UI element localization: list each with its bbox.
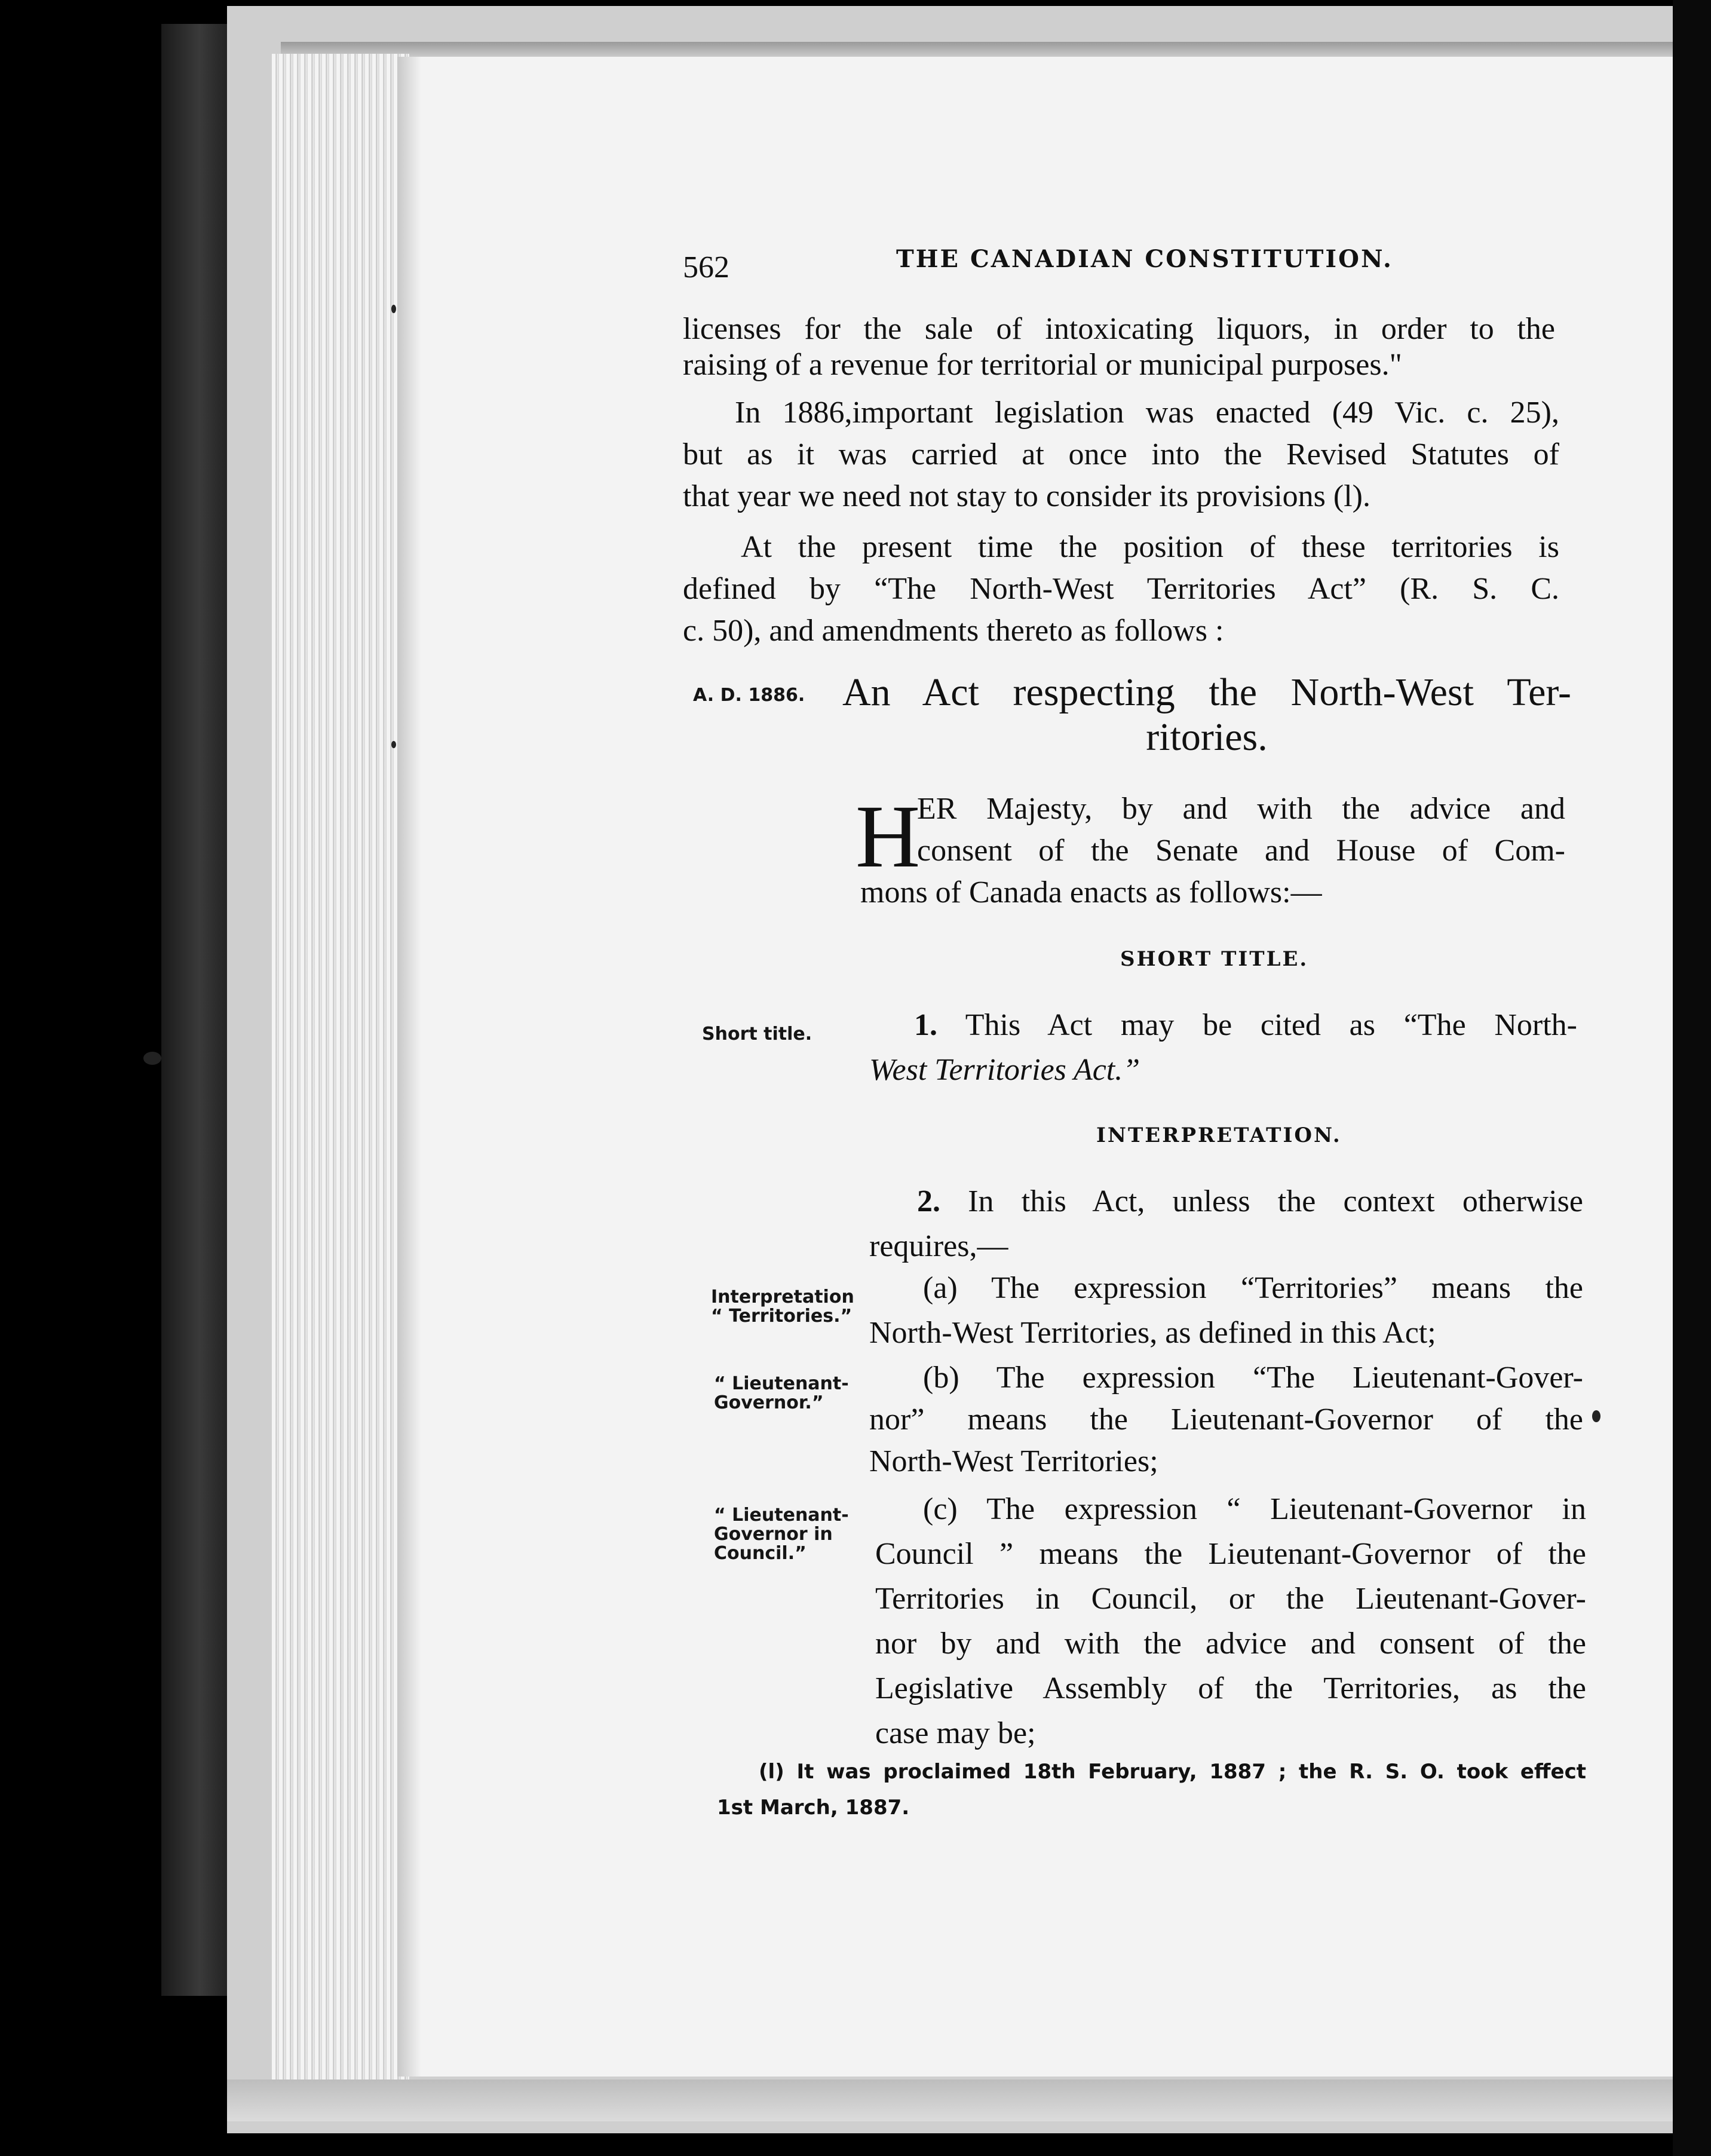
right-edge	[1673, 0, 1711, 2156]
section-heading: SHORT TITLE.	[1120, 947, 1309, 971]
section-number: 2.	[917, 1184, 940, 1218]
text-line: consent of the Senate and House of Com-	[917, 834, 1565, 868]
scan-speck	[1592, 1410, 1600, 1422]
running-title: THE CANADIAN CONSTITUTION.	[896, 245, 1393, 273]
section-text: In this Act, unless the context otherwise	[968, 1184, 1584, 1218]
text-line: nor” means the Lieutenant-Governor of the	[869, 1402, 1583, 1437]
section-number: 1.	[914, 1008, 937, 1042]
scan-speck	[143, 1052, 161, 1065]
text-line: Legislative Assembly of the Territories, as the	[875, 1671, 1586, 1705]
scan-speck	[391, 305, 396, 313]
margin-note-lieutenant-governor-in-council: Governor in	[714, 1524, 833, 1545]
text-line: mons of Canada enacts as follows:—	[860, 875, 1322, 909]
text-line: requires,—	[869, 1229, 1008, 1263]
text-line: Council ” means the Lieutenant-Governor of the	[875, 1537, 1586, 1571]
text-line: defined by “The North-West Territories Act” (R. S. C.	[683, 572, 1559, 606]
text-line: licenses for the sale of intoxicating liquors, in order to the	[683, 312, 1555, 346]
margin-note-lieutenant-governor-in-council: “ Lieutenant-	[714, 1505, 849, 1526]
page-number: 562	[683, 250, 729, 284]
text-line	[917, 1180, 1583, 1223]
margin-note-lieutenant-governor: Governor.”	[714, 1392, 824, 1413]
text-line: (b) The expression “The Lieutenant-Gover-	[923, 1361, 1583, 1395]
margin-note-date: A. D. 1886.	[693, 685, 805, 706]
bottom-edge	[227, 2080, 1679, 2121]
gutter-shadow	[397, 57, 421, 2077]
margin-note-lieutenant-governor-in-council: Council.”	[714, 1543, 807, 1564]
text-line: In 1886,important legislation was enacted (49 Vic. c. 25),	[735, 396, 1559, 430]
footnote-line: (l) It was proclaimed 18th February, 1887 ; the R. S. O. took effect	[759, 1760, 1586, 1784]
act-title-line: ritories.	[1146, 715, 1268, 759]
margin-note-territories: “ Territories.”	[711, 1306, 853, 1327]
section-heading: INTERPRETATION.	[1096, 1123, 1342, 1147]
margin-note-lieutenant-governor: “ Lieutenant-	[714, 1373, 849, 1394]
text-line: but as it was carried at once into the Revised Statutes of	[683, 437, 1559, 471]
text-line: c. 50), and amendments thereto as follows :	[683, 614, 1224, 648]
page-edges	[272, 54, 409, 2085]
scan-speck	[391, 741, 396, 748]
text-line: raising of a revenue for territorial or municipal purposes."	[683, 348, 1402, 382]
text-line: case may be;	[875, 1716, 1036, 1750]
margin-note-short-title: Short title.	[702, 1024, 812, 1045]
text-line: West Territories Act.”	[869, 1053, 1140, 1087]
text-line: At the present time the position of these territories is	[741, 530, 1559, 564]
text-line: (c) The expression “ Lieutenant-Governor in	[923, 1492, 1586, 1526]
drop-cap: H	[856, 787, 921, 886]
margin-note-interpretation: Interpretation	[711, 1287, 854, 1307]
text-line: nor by and with the advice and consent of the	[875, 1627, 1586, 1661]
text-line: that year we need not stay to consider its provisions (l).	[683, 479, 1370, 513]
text-line: Territories in Council, or the Lieutenant-Gover-	[875, 1582, 1586, 1616]
text-line: North-West Territories;	[869, 1444, 1158, 1478]
text-line: North-West Territories, as defined in this Act;	[869, 1316, 1436, 1350]
text-line: ER Majesty, by and with the advice and	[917, 792, 1565, 826]
text-line	[914, 1004, 1577, 1047]
act-title-line: An Act respecting the North-West Ter-	[842, 670, 1571, 714]
text-line: (a) The expression “Territories” means the	[923, 1271, 1583, 1305]
footnote-line: 1st March, 1887.	[717, 1796, 910, 1820]
section-text: This Act may be cited as “The North-	[965, 1008, 1577, 1042]
